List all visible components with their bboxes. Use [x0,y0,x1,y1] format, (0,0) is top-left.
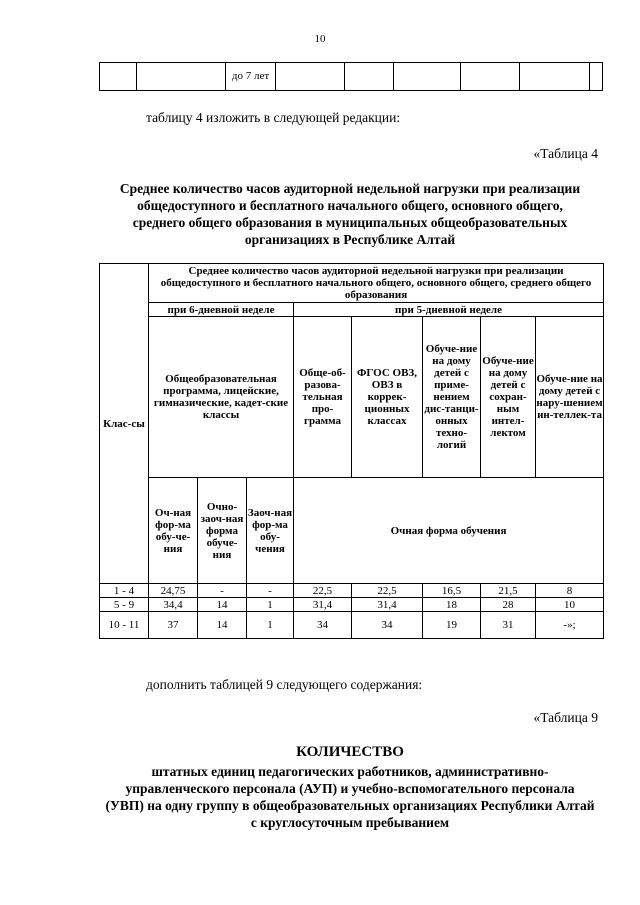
header-home-intel: Обуче-ние на дому детей с сохран-ным интел-лектом [481,317,536,478]
table4 [99,263,604,639]
header-fgos: ФГОС ОВЗ, ОВЗ в коррек-ционных классах [352,317,423,478]
cell: - [198,584,247,598]
table9-title-main: КОЛИЧЕСТВО [296,744,404,760]
cell: 8 [536,584,604,598]
row-class: 1 - 4 [100,584,149,598]
cell: 22,5 [352,584,423,598]
table4-title: Среднее количество часов аудиторной недельной нагрузки при реализации общедоступного и бесплатного начального общего, основного общего, среднего общего образования в муниципальных общеобразовательных организациях в Республике Алтай [119,181,581,247]
table9-reference: «Таблица 9 [533,710,598,725]
cell: - [247,584,294,598]
cell: 34 [294,612,352,639]
cell: 37 [149,612,198,639]
paragraph-table4-intro: таблицу 4 изложить в следующей редакции: [146,110,401,125]
cell: 10 [536,598,604,612]
top-table-cell: до 7 лет [226,63,276,91]
cell: 34 [352,612,423,639]
header-five-day: при 5-дневной неделе [294,303,604,317]
cell: 21,5 [481,584,536,598]
header-program: Общеобразовательная программа, лицейские, гимназические, кадет-ские классы [149,317,294,478]
header-part-time: Очно-заоч-ная форма обуче-ния [198,478,247,584]
table4-reference: «Таблица 4 [533,146,598,161]
cell: -»; [536,612,604,639]
header-general-program: Обще-об-разова-тельная про-грамма [294,317,352,478]
paragraph-table9-intro: дополнить таблицей 9 следующего содержания: [146,677,423,692]
row-class: 5 - 9 [100,598,149,612]
cell: 28 [481,598,536,612]
header-full-time-all: Очная форма обучения [294,478,604,584]
header-classes: Клас-сы [100,264,149,584]
table9-title: штатных единиц педагогических работников, административно-управленческого персонала (АУП) и учебно-вспомогательного персонала (УВП) на одну группу в общеобразовательных организациях Республики Алтай с круглосуточным пребыванием [105,764,595,830]
cell: 14 [198,612,247,639]
table-row [100,584,604,598]
cell: 1 [247,612,294,639]
header-six-day: при 6-дневной неделе [149,303,294,317]
top-table-fragment [99,62,603,91]
header-home-disabled: Обуче-ние на дому детей с нару-шением ин-теллек-та [536,317,604,478]
cell: 24,75 [149,584,198,598]
page-number: 10 [314,33,326,45]
table-row [100,612,604,639]
cell: 1 [247,598,294,612]
cell: 14 [198,598,247,612]
cell: 31 [481,612,536,639]
header-full-time: Оч-ная фор-ма обу-че-ния [149,478,198,584]
cell: 18 [423,598,481,612]
header-correspondence: Заоч-ная фор-ма обу-чения [247,478,294,584]
row-class: 10 - 11 [100,612,149,639]
cell: 22,5 [294,584,352,598]
cell: 31,4 [294,598,352,612]
header-group: Среднее количество часов аудиторной недельной нагрузки при реализации общедоступного и бесплатного начального общего, основного общего, среднего общего образования [149,264,604,303]
cell: 16,5 [423,584,481,598]
cell: 34,4 [149,598,198,612]
table-row [100,598,604,612]
header-home-distance: Обуче-ние на дому детей с приме-нением дис-танци-онных техно-логий [423,317,481,478]
cell: 31,4 [352,598,423,612]
cell: 19 [423,612,481,639]
